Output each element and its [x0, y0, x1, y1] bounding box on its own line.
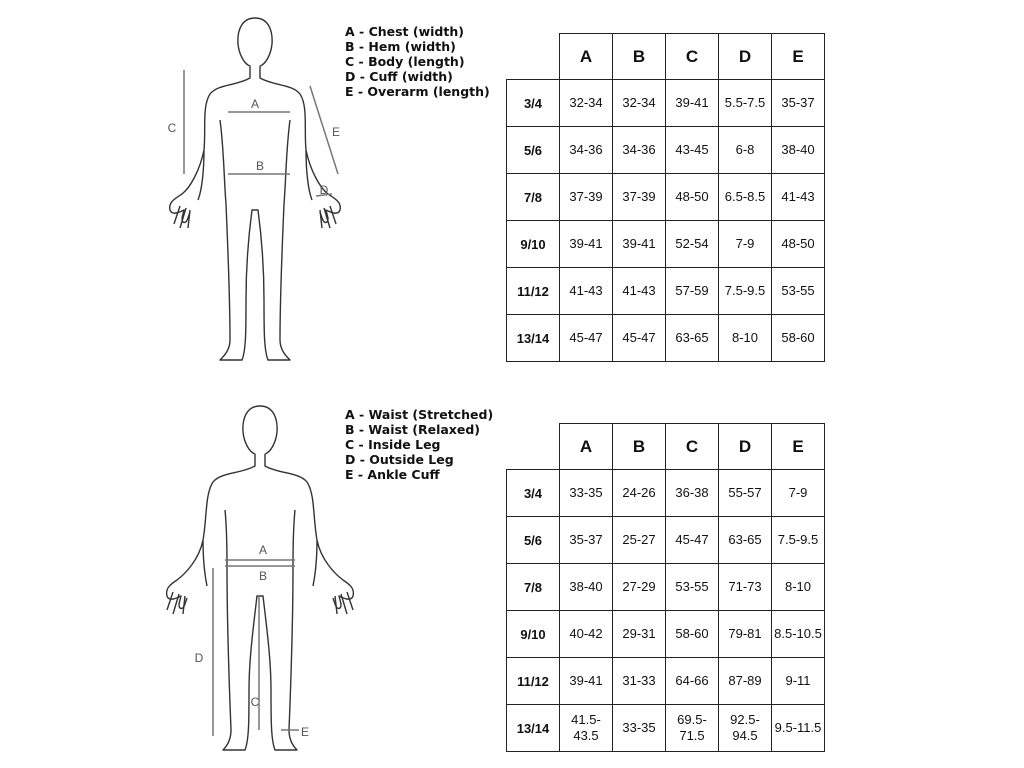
table-cell: 45-47 — [613, 315, 666, 362]
table-cell: 32-34 — [560, 80, 613, 127]
legend-item: D - Outside Leg — [345, 452, 454, 467]
table-cell: 53-55 — [772, 268, 825, 315]
table-cell: 34-36 — [613, 127, 666, 174]
table-cell: 39-41 — [613, 221, 666, 268]
column-header: A — [560, 34, 613, 80]
table-cell: 6-8 — [719, 127, 772, 174]
size-table-bottom — [506, 423, 825, 752]
table-cell: 34-36 — [560, 127, 613, 174]
table-cell: 37-39 — [560, 174, 613, 221]
table-cell: 58-60 — [772, 315, 825, 362]
size-label: 9/10 — [507, 221, 560, 268]
table-cell: 48-50 — [666, 174, 719, 221]
table-corner — [507, 34, 560, 80]
table-cell: 7.5-9.5 — [772, 517, 825, 564]
legend-item: A - Waist (Stretched) — [345, 407, 494, 422]
table-cell: 52-54 — [666, 221, 719, 268]
column-header: D — [719, 34, 772, 80]
table-cell: 79-81 — [719, 611, 772, 658]
table-cell: 9.5-11.5 — [772, 705, 825, 752]
table-cell: 58-60 — [666, 611, 719, 658]
table-cell: 6.5-8.5 — [719, 174, 772, 221]
column-header: C — [666, 424, 719, 470]
table-cell: 55-57 — [719, 470, 772, 517]
table-row — [507, 658, 825, 705]
size-label: 7/8 — [507, 174, 560, 221]
table-cell: 39-41 — [560, 221, 613, 268]
table-row — [507, 564, 825, 611]
table-cell: 27-29 — [613, 564, 666, 611]
table-cell: 8.5-10.5 — [772, 611, 825, 658]
legend-item: E - Overarm (length) — [345, 84, 490, 99]
table-cell: 9-11 — [772, 658, 825, 705]
size-label: 13/14 — [507, 705, 560, 752]
table-row — [507, 127, 825, 174]
table-cell: 64-66 — [666, 658, 719, 705]
table-cell: 31-33 — [613, 658, 666, 705]
table-cell: 32-34 — [613, 80, 666, 127]
table-cell: 24-26 — [613, 470, 666, 517]
table-header-row — [507, 424, 825, 470]
table-cell: 7-9 — [772, 470, 825, 517]
table-cell: 53-55 — [666, 564, 719, 611]
table-cell: 45-47 — [666, 517, 719, 564]
size-label: 3/4 — [507, 80, 560, 127]
table-cell: 37-39 — [613, 174, 666, 221]
table-cell: 7-9 — [719, 221, 772, 268]
column-header: E — [772, 424, 825, 470]
figure-label-b-bottom: B — [258, 569, 268, 583]
size-table-top — [506, 33, 825, 362]
size-label: 5/6 — [507, 127, 560, 174]
size-label: 11/12 — [507, 268, 560, 315]
table-cell: 8-10 — [772, 564, 825, 611]
table-cell: 87-89 — [719, 658, 772, 705]
size-label: 5/6 — [507, 517, 560, 564]
measurement-legend-top — [345, 24, 490, 99]
size-label: 3/4 — [507, 470, 560, 517]
figure-label-e-top: E — [331, 125, 341, 139]
table-cell: 71-73 — [719, 564, 772, 611]
table-cell: 35-37 — [560, 517, 613, 564]
table-cell: 7.5-9.5 — [719, 268, 772, 315]
table-cell: 63-65 — [719, 517, 772, 564]
body-figure-top — [150, 10, 360, 372]
table-cell: 92.5-94.5 — [719, 705, 772, 752]
table-cell: 41-43 — [613, 268, 666, 315]
table-row — [507, 517, 825, 564]
table-cell: 69.5-71.5 — [666, 705, 719, 752]
table-cell: 5.5-7.5 — [719, 80, 772, 127]
table-cell: 29-31 — [613, 611, 666, 658]
figure-label-c-top: C — [167, 121, 177, 135]
figure-label-d-top: D — [319, 183, 329, 197]
measurement-lines-bottom — [213, 560, 299, 736]
table-cell: 41.5-43.5 — [560, 705, 613, 752]
figure-label-c-bottom: C — [250, 695, 260, 709]
table-cell: 41-43 — [560, 268, 613, 315]
table-cell: 48-50 — [772, 221, 825, 268]
column-header: A — [560, 424, 613, 470]
table-cell: 25-27 — [613, 517, 666, 564]
table-row — [507, 80, 825, 127]
size-label: 13/14 — [507, 315, 560, 362]
table-row — [507, 174, 825, 221]
column-header: D — [719, 424, 772, 470]
table-cell: 43-45 — [666, 127, 719, 174]
table-cell: 39-41 — [666, 80, 719, 127]
legend-item: B - Waist (Relaxed) — [345, 422, 480, 437]
column-header: B — [613, 424, 666, 470]
size-label: 7/8 — [507, 564, 560, 611]
table-corner — [507, 424, 560, 470]
table-cell: 38-40 — [560, 564, 613, 611]
table-cell: 8-10 — [719, 315, 772, 362]
size-label: 9/10 — [507, 611, 560, 658]
legend-item: E - Ankle Cuff — [345, 467, 440, 482]
column-header: B — [613, 34, 666, 80]
table-cell: 57-59 — [666, 268, 719, 315]
legend-item: D - Cuff (width) — [345, 69, 453, 84]
table-cell: 33-35 — [613, 705, 666, 752]
legend-item: A - Chest (width) — [345, 24, 464, 39]
table-row — [507, 611, 825, 658]
size-label: 11/12 — [507, 658, 560, 705]
table-row — [507, 705, 825, 752]
table-header-row — [507, 34, 825, 80]
figure-label-b-top: B — [255, 159, 265, 173]
measurement-legend-bottom — [345, 407, 493, 482]
table-cell: 36-38 — [666, 470, 719, 517]
table-cell: 41-43 — [772, 174, 825, 221]
figure-label-a-bottom: A — [258, 543, 268, 557]
figure-label-e-bottom: E — [300, 725, 310, 739]
table-row — [507, 268, 825, 315]
legend-item: C - Inside Leg — [345, 437, 441, 452]
body-figure-bottom — [155, 400, 365, 762]
table-cell: 33-35 — [560, 470, 613, 517]
body-outline-top — [167, 18, 341, 360]
column-header: E — [772, 34, 825, 80]
figure-label-a-top: A — [250, 97, 260, 111]
table-row — [507, 315, 825, 362]
table-cell: 39-41 — [560, 658, 613, 705]
table-row — [507, 470, 825, 517]
table-cell: 38-40 — [772, 127, 825, 174]
column-header: C — [666, 34, 719, 80]
legend-item: C - Body (length) — [345, 54, 465, 69]
table-row — [507, 221, 825, 268]
table-cell: 40-42 — [560, 611, 613, 658]
table-cell: 35-37 — [772, 80, 825, 127]
figure-label-d-bottom: D — [194, 651, 204, 665]
table-cell: 63-65 — [666, 315, 719, 362]
table-cell: 45-47 — [560, 315, 613, 362]
legend-item: B - Hem (width) — [345, 39, 456, 54]
